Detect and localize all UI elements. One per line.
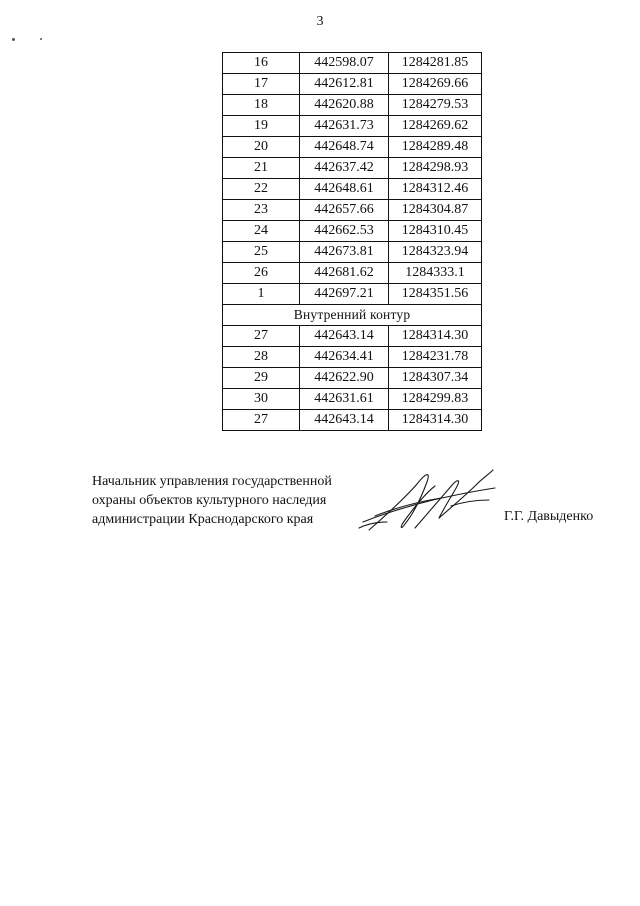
table-row [223, 95, 482, 116]
x-coordinate-cell: 442622.90 [300, 368, 389, 389]
x-coordinate-cell: 442631.61 [300, 389, 389, 410]
official-title-line: охраны объектов культурного наследия [92, 493, 327, 508]
point-number-cell: 23 [223, 200, 300, 221]
handwritten-signature [355, 458, 505, 538]
x-coordinate-cell: 442697.21 [300, 284, 389, 305]
y-coordinate-cell: 1284304.87 [389, 200, 482, 221]
scan-speck [40, 38, 42, 40]
table-row [223, 158, 482, 179]
y-coordinate-cell: 1284314.30 [389, 410, 482, 431]
inner-contour-rows [223, 326, 482, 431]
coordinates-table [222, 52, 482, 431]
y-coordinate-cell: 1284307.34 [389, 368, 482, 389]
outer-contour-rows [223, 53, 482, 305]
y-coordinate-cell: 1284299.83 [389, 389, 482, 410]
table-row [223, 242, 482, 263]
point-number-cell: 28 [223, 347, 300, 368]
point-number-cell: 21 [223, 158, 300, 179]
table-row [223, 389, 482, 410]
table-row [223, 137, 482, 158]
x-coordinate-cell: 442612.81 [300, 74, 389, 95]
table-row [223, 179, 482, 200]
official-title-line: Начальник управления государственной [92, 474, 332, 489]
table-row [223, 74, 482, 95]
y-coordinate-cell: 1284310.45 [389, 221, 482, 242]
inner-contour-label: Внутренний контур [223, 305, 482, 326]
x-coordinate-cell: 442637.42 [300, 158, 389, 179]
table-row [223, 263, 482, 284]
table-row [223, 53, 482, 74]
table-row [223, 368, 482, 389]
official-title-line: администрации Краснодарского края [92, 512, 314, 527]
x-coordinate-cell: 442662.53 [300, 221, 389, 242]
y-coordinate-cell: 1284289.48 [389, 137, 482, 158]
point-number-cell: 27 [223, 326, 300, 347]
y-coordinate-cell: 1284269.66 [389, 74, 482, 95]
scan-speck [12, 38, 15, 41]
section-header-row [223, 305, 482, 326]
y-coordinate-cell: 1284314.30 [389, 326, 482, 347]
point-number-cell: 25 [223, 242, 300, 263]
x-coordinate-cell: 442598.07 [300, 53, 389, 74]
y-coordinate-cell: 1284333.1 [389, 263, 482, 284]
point-number-cell: 1 [223, 284, 300, 305]
y-coordinate-cell: 1284298.93 [389, 158, 482, 179]
point-number-cell: 22 [223, 179, 300, 200]
x-coordinate-cell: 442648.74 [300, 137, 389, 158]
official-title [92, 472, 392, 529]
y-coordinate-cell: 1284281.85 [389, 53, 482, 74]
x-coordinate-cell: 442631.73 [300, 116, 389, 137]
x-coordinate-cell: 442681.62 [300, 263, 389, 284]
point-number-cell: 30 [223, 389, 300, 410]
table-row [223, 347, 482, 368]
point-number-cell: 29 [223, 368, 300, 389]
table-row [223, 200, 482, 221]
x-coordinate-cell: 442643.14 [300, 326, 389, 347]
signer-name: Г.Г. Давыденко [504, 509, 594, 524]
point-number-cell: 24 [223, 221, 300, 242]
page-number: 3 [316, 14, 324, 29]
y-coordinate-cell: 1284279.53 [389, 95, 482, 116]
y-coordinate-cell: 1284351.56 [389, 284, 482, 305]
x-coordinate-cell: 442648.61 [300, 179, 389, 200]
point-number-cell: 20 [223, 137, 300, 158]
y-coordinate-cell: 1284312.46 [389, 179, 482, 200]
x-coordinate-cell: 442673.81 [300, 242, 389, 263]
point-number-cell: 17 [223, 74, 300, 95]
table-row [223, 326, 482, 347]
x-coordinate-cell: 442620.88 [300, 95, 389, 116]
table-row [223, 284, 482, 305]
inner-contour-section [223, 305, 482, 326]
point-number-cell: 16 [223, 53, 300, 74]
point-number-cell: 18 [223, 95, 300, 116]
y-coordinate-cell: 1284269.62 [389, 116, 482, 137]
table-row [223, 221, 482, 242]
point-number-cell: 26 [223, 263, 300, 284]
point-number-cell: 27 [223, 410, 300, 431]
table-row [223, 410, 482, 431]
y-coordinate-cell: 1284231.78 [389, 347, 482, 368]
y-coordinate-cell: 1284323.94 [389, 242, 482, 263]
x-coordinate-cell: 442634.41 [300, 347, 389, 368]
point-number-cell: 19 [223, 116, 300, 137]
x-coordinate-cell: 442657.66 [300, 200, 389, 221]
x-coordinate-cell: 442643.14 [300, 410, 389, 431]
table-row [223, 116, 482, 137]
